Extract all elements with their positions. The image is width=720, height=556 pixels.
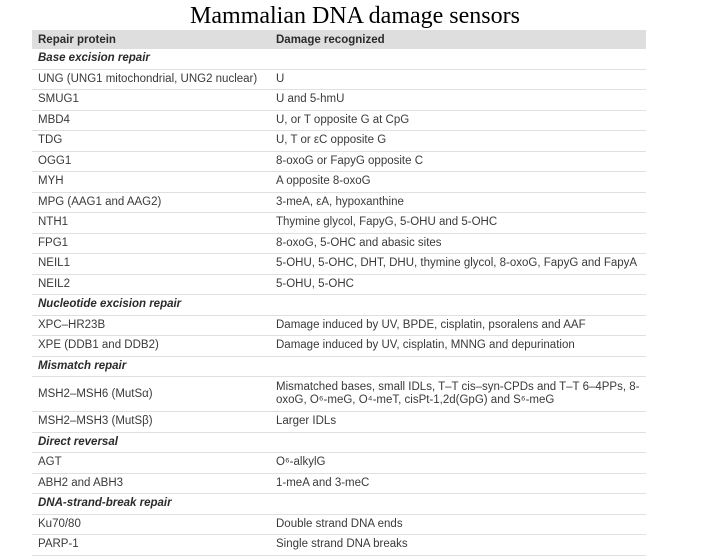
section-row (32, 356, 646, 377)
repair-protein-cell: TDG (32, 131, 270, 152)
repair-protein-cell: XPC–HR23B (32, 315, 270, 336)
repair-protein-cell: FPG1 (32, 233, 270, 254)
repair-protein-cell: ABH2 and ABH3 (32, 473, 270, 494)
repair-protein-cell: NEIL2 (32, 274, 270, 295)
header-damage-recognized: Damage recognized (270, 30, 646, 49)
damage-recognized-cell: Larger IDLs (270, 412, 646, 433)
section-row (32, 295, 646, 316)
section-label: Direct reversal (32, 432, 646, 453)
table-row (32, 453, 646, 474)
table-row (32, 192, 646, 213)
table-row (32, 412, 646, 433)
damage-recognized-cell: Damage induced by UV, BPDE, cisplatin, psoralens and AAF (270, 315, 646, 336)
repair-protein-cell: MYH (32, 172, 270, 193)
damage-recognized-cell: A opposite 8-oxoG (270, 172, 646, 193)
damage-recognized-cell: 5-OHU, 5-OHC (270, 274, 646, 295)
damage-recognized-cell: U, or T opposite G at CpG (270, 110, 646, 131)
table-row (32, 473, 646, 494)
damage-recognized-cell: Damage induced by UV, cisplatin, MNNG and depurination (270, 336, 646, 357)
repair-protein-cell: OGG1 (32, 151, 270, 172)
repair-protein-cell: PARP-1 (32, 535, 270, 556)
table-row (32, 69, 646, 90)
table-header-row (32, 30, 646, 49)
repair-protein-cell: MBD4 (32, 110, 270, 131)
table-row (32, 172, 646, 193)
table-row (32, 110, 646, 131)
repair-protein-cell: NEIL1 (32, 254, 270, 275)
section-label: DNA-strand-break repair (32, 494, 646, 515)
repair-protein-cell: Ku70/80 (32, 514, 270, 535)
damage-recognized-cell: 5-OHU, 5-OHC, DHT, DHU, thymine glycol, 8-oxoG, FapyG and FapyA (270, 254, 646, 275)
damage-recognized-cell: 3-meA, εA, hypoxanthine (270, 192, 646, 213)
table-row (32, 336, 646, 357)
section-label: Base excision repair (32, 49, 646, 69)
dna-sensor-table (32, 30, 646, 556)
damage-recognized-cell: U, T or εC opposite G (270, 131, 646, 152)
damage-recognized-cell: O⁶-alkylG (270, 453, 646, 474)
table-row (32, 377, 646, 412)
section-row (32, 432, 646, 453)
section-label: Mismatch repair (32, 356, 646, 377)
header-repair-protein: Repair protein (32, 30, 270, 49)
section-row (32, 494, 646, 515)
damage-recognized-cell: 1-meA and 3-meC (270, 473, 646, 494)
table-row (32, 213, 646, 234)
repair-protein-cell: XPE (DDB1 and DDB2) (32, 336, 270, 357)
table-row (32, 131, 646, 152)
repair-protein-cell: UNG (UNG1 mitochondrial, UNG2 nuclear) (32, 69, 270, 90)
damage-recognized-cell: 8-oxoG, 5-OHC and abasic sites (270, 233, 646, 254)
repair-protein-cell: NTH1 (32, 213, 270, 234)
damage-recognized-cell: Double strand DNA ends (270, 514, 646, 535)
repair-protein-cell: MSH2–MSH6 (MutSα) (32, 377, 270, 412)
repair-protein-cell: AGT (32, 453, 270, 474)
damage-recognized-cell: Single strand DNA breaks (270, 535, 646, 556)
table-row (32, 535, 646, 556)
section-label: Nucleotide excision repair (32, 295, 646, 316)
table-row (32, 254, 646, 275)
table-row (32, 151, 646, 172)
section-row (32, 49, 646, 69)
table-row (32, 315, 646, 336)
damage-recognized-cell: U and 5-hmU (270, 90, 646, 111)
damage-recognized-cell: 8-oxoG or FapyG opposite C (270, 151, 646, 172)
repair-protein-cell: MSH2–MSH3 (MutSβ) (32, 412, 270, 433)
damage-recognized-cell: U (270, 69, 646, 90)
damage-recognized-cell: Thymine glycol, FapyG, 5-OHU and 5-OHC (270, 213, 646, 234)
table-row (32, 90, 646, 111)
repair-protein-cell: MPG (AAG1 and AAG2) (32, 192, 270, 213)
repair-protein-cell: SMUG1 (32, 90, 270, 111)
table-row (32, 274, 646, 295)
table-row (32, 233, 646, 254)
slide-title: Mammalian DNA damage sensors (190, 3, 520, 29)
dna-sensor-table-container (32, 30, 646, 556)
table-body (32, 49, 646, 555)
table-row (32, 514, 646, 535)
damage-recognized-cell: Mismatched bases, small IDLs, T–T cis–syn-CPDs and T–T 6–4PPs, 8-oxoG, O⁶-meG, O⁴-meT, cisPt-1,2d(GpG) and S⁶-meG (270, 377, 646, 412)
